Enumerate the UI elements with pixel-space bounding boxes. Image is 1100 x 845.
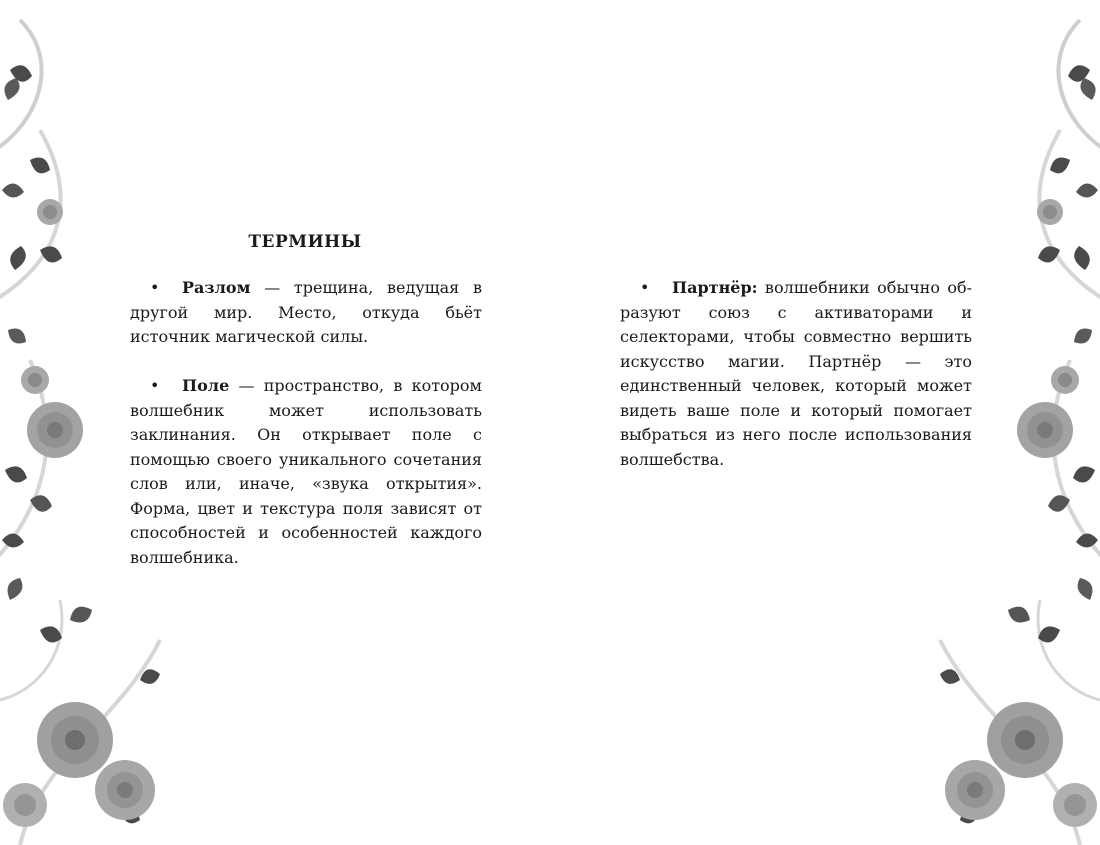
- term-entry-pole: [130, 374, 482, 570]
- bullet-marker: •: [640, 278, 650, 297]
- term-entry-partner: [620, 276, 972, 472]
- term-name: Разлом: [182, 278, 251, 297]
- bullet-marker: •: [150, 278, 160, 297]
- term-name: Поле: [182, 376, 230, 395]
- bullet-marker: •: [150, 376, 160, 395]
- term-name: Партнёр:: [672, 278, 758, 297]
- right-page: [550, 0, 1100, 845]
- term-definition: — пространство, в котором волшебник может использовать заклинания. Он открывает поле с помощью своего уникального сочетания слов или, иначе, «звука открытия». Форма, цвет и текстура поля зависят от способностей и особенностей каждого волшебника.: [130, 376, 482, 567]
- term-entry-razlom: [130, 276, 482, 350]
- page-title: ТЕРМИНЫ: [248, 232, 362, 252]
- term-definition: волшебники обычно образуют союз с активаторами и селекторами, чтобы совместно вершить искусство магии. Партнёр — это единственный человек, который может видеть ваше поле и который помогает выбраться из него после использования волшебства.: [620, 278, 972, 469]
- term-definition: — трещина, ведущая в другой мир. Место, откуда бьёт источник магической силы.: [130, 278, 482, 346]
